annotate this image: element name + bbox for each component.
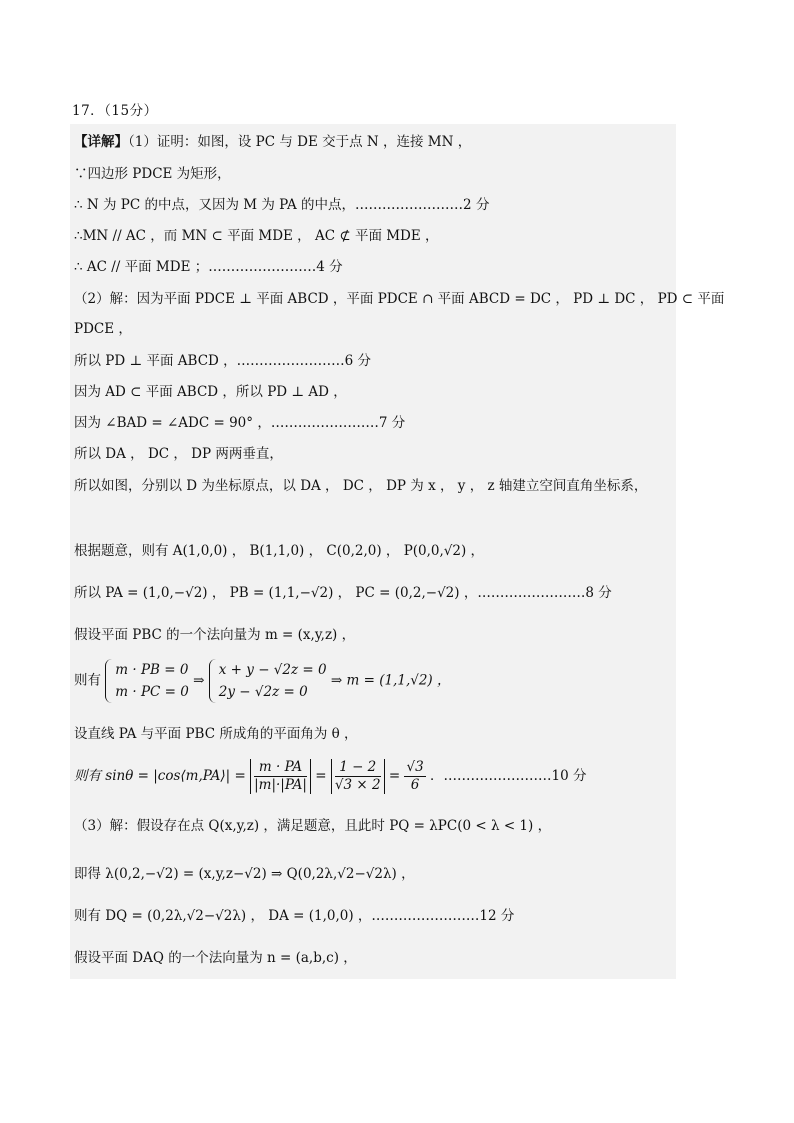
normal-vector-system <box>74 659 450 703</box>
solution-line <box>74 133 471 151</box>
solution-line <box>74 352 371 370</box>
solution-line <box>74 290 724 308</box>
line-text: 所以如图，分别以 D 为坐标原点，以 DA ， DC ， DP 为 x ， y ， z 轴建立空间直角坐标系， <box>74 478 648 494</box>
sine-frac1-den: |m|·|PA| <box>254 777 307 793</box>
system-eq2-left: m · PC = 0 <box>115 684 189 700</box>
solution-line <box>74 196 489 214</box>
system-eq1-left: m · PB = 0 <box>115 662 189 678</box>
line-text: 所以 PD ⊥ 平面 ABCD ，……………………6 分 <box>74 353 372 369</box>
system-brace-right <box>209 659 217 703</box>
sine-frac-1 <box>254 759 307 794</box>
solution-block <box>70 124 725 979</box>
line-text: 因为 AD ⊂ 平面 ABCD ，所以 PD ⊥ AD ， <box>74 384 347 400</box>
solution-line <box>74 725 358 743</box>
sine-eq: = <box>315 768 327 784</box>
line-text: ∴MN // AC ，而 MN ⊂ 平面 MDE ， AC ⊄ 平面 MDE ， <box>74 228 439 244</box>
solution-line <box>74 445 283 463</box>
solution-line <box>74 907 514 925</box>
solution-line <box>74 949 357 967</box>
solution-line <box>74 320 132 338</box>
line-text: 即得 λ(0,2,−√2) = (x,y,z−√2) ⇒ Q(0,2λ,√2−√2λ) ， <box>74 866 415 882</box>
question-number: 17．（15分） <box>72 103 158 119</box>
solution-line <box>74 227 439 245</box>
solution-line <box>74 542 484 560</box>
line-text: （1）证明：如图，设 PC 与 DE 交于点 N ，连接 MN ， <box>128 134 472 150</box>
line-text: 假设平面 PBC 的一个法向量为 m = (x,y,z) ， <box>74 627 356 643</box>
solution-line <box>74 414 405 432</box>
sine-formula <box>74 759 586 794</box>
system-result: ⇒ m = (1,1,√2) ， <box>330 672 451 689</box>
sine-frac-3 <box>404 759 425 794</box>
line-text: 设直线 PA 与平面 PBC 所成角的平面角为 θ ， <box>74 726 358 742</box>
solution-line <box>74 865 415 883</box>
line-text: 所以 DA ， DC ， DP 两两垂直， <box>74 446 283 462</box>
line-text: （2）解：因为平面 PDCE ⊥ 平面 ABCD ，平面 PDCE ∩ 平面 ABCD = DC ， PD ⊥ DC ， PD ⊂ 平面 <box>74 291 725 307</box>
line-text: 所以 PA = (1,0,−√2) ， PB = (1,1,−√2) ， PC = (0,2,−√2) ，……………………8 分 <box>74 585 612 601</box>
solution-line <box>74 383 347 401</box>
system-brace-left <box>105 659 113 703</box>
system-eq1-mid: x + y − √2z = 0 <box>218 662 327 678</box>
sine-frac2-num: 1 − 2 <box>335 759 381 777</box>
sine-abs-2 <box>331 759 385 794</box>
line-text: PDCE ， <box>74 321 132 337</box>
sine-frac1-num: m · PA <box>254 759 307 777</box>
sine-eq2: = <box>388 768 401 784</box>
solution-line <box>74 817 551 835</box>
system-left <box>105 659 189 703</box>
sine-frac3-den: 6 <box>410 777 420 793</box>
line-text: 因为 ∠BAD = ∠ADC = 90° ，……………………7 分 <box>74 415 406 431</box>
sine-prefix: 则有 sinθ = |cos⟨m,PA⟩| = <box>74 768 246 784</box>
line-text: ∴ AC // 平面 MDE ；……………………4 分 <box>74 259 343 275</box>
solution-line <box>74 258 343 276</box>
sine-frac3-num: √3 <box>406 759 424 775</box>
sine-frac2-den: √3 × 2 <box>334 777 381 793</box>
line-text: （3）解：假设存在点 Q(x,y,z) ，满足题意，且此时 PQ = λPC(0 < λ < 1) ， <box>74 818 552 834</box>
system-prefix: 则有 <box>74 672 101 689</box>
solution-line <box>74 477 647 495</box>
sine-frac-2 <box>335 759 381 794</box>
line-text: 根据题意，则有 A(1,0,0) ， B(1,1,0) ， C(0,2,0) ， P(0,0,√2) ， <box>74 543 485 559</box>
sine-suffix: ．……………………10 分 <box>429 768 587 784</box>
solution-line <box>74 584 612 602</box>
sine-abs-1 <box>250 759 311 794</box>
system-right <box>209 659 327 703</box>
system-eq2-mid: 2y − √2z = 0 <box>218 684 308 700</box>
line-text: 假设平面 DAQ 的一个法向量为 n = (a,b,c) ， <box>74 950 357 966</box>
solution-line <box>74 626 355 644</box>
line-text: ∵四边形 PDCE 为矩形， <box>74 166 231 182</box>
detail-tag: 【详解】 <box>74 134 128 150</box>
line-text: ∴ N 为 PC 的中点，又因为 M 为 PA 的中点，……………………2 分 <box>74 197 490 213</box>
solution-line <box>74 165 231 183</box>
implies-symbol: ⇒ <box>193 672 209 689</box>
line-text: 则有 DQ = (0,2λ,√2−√2λ) ， DA = (1,0,0) ，……………………12 分 <box>74 908 515 924</box>
